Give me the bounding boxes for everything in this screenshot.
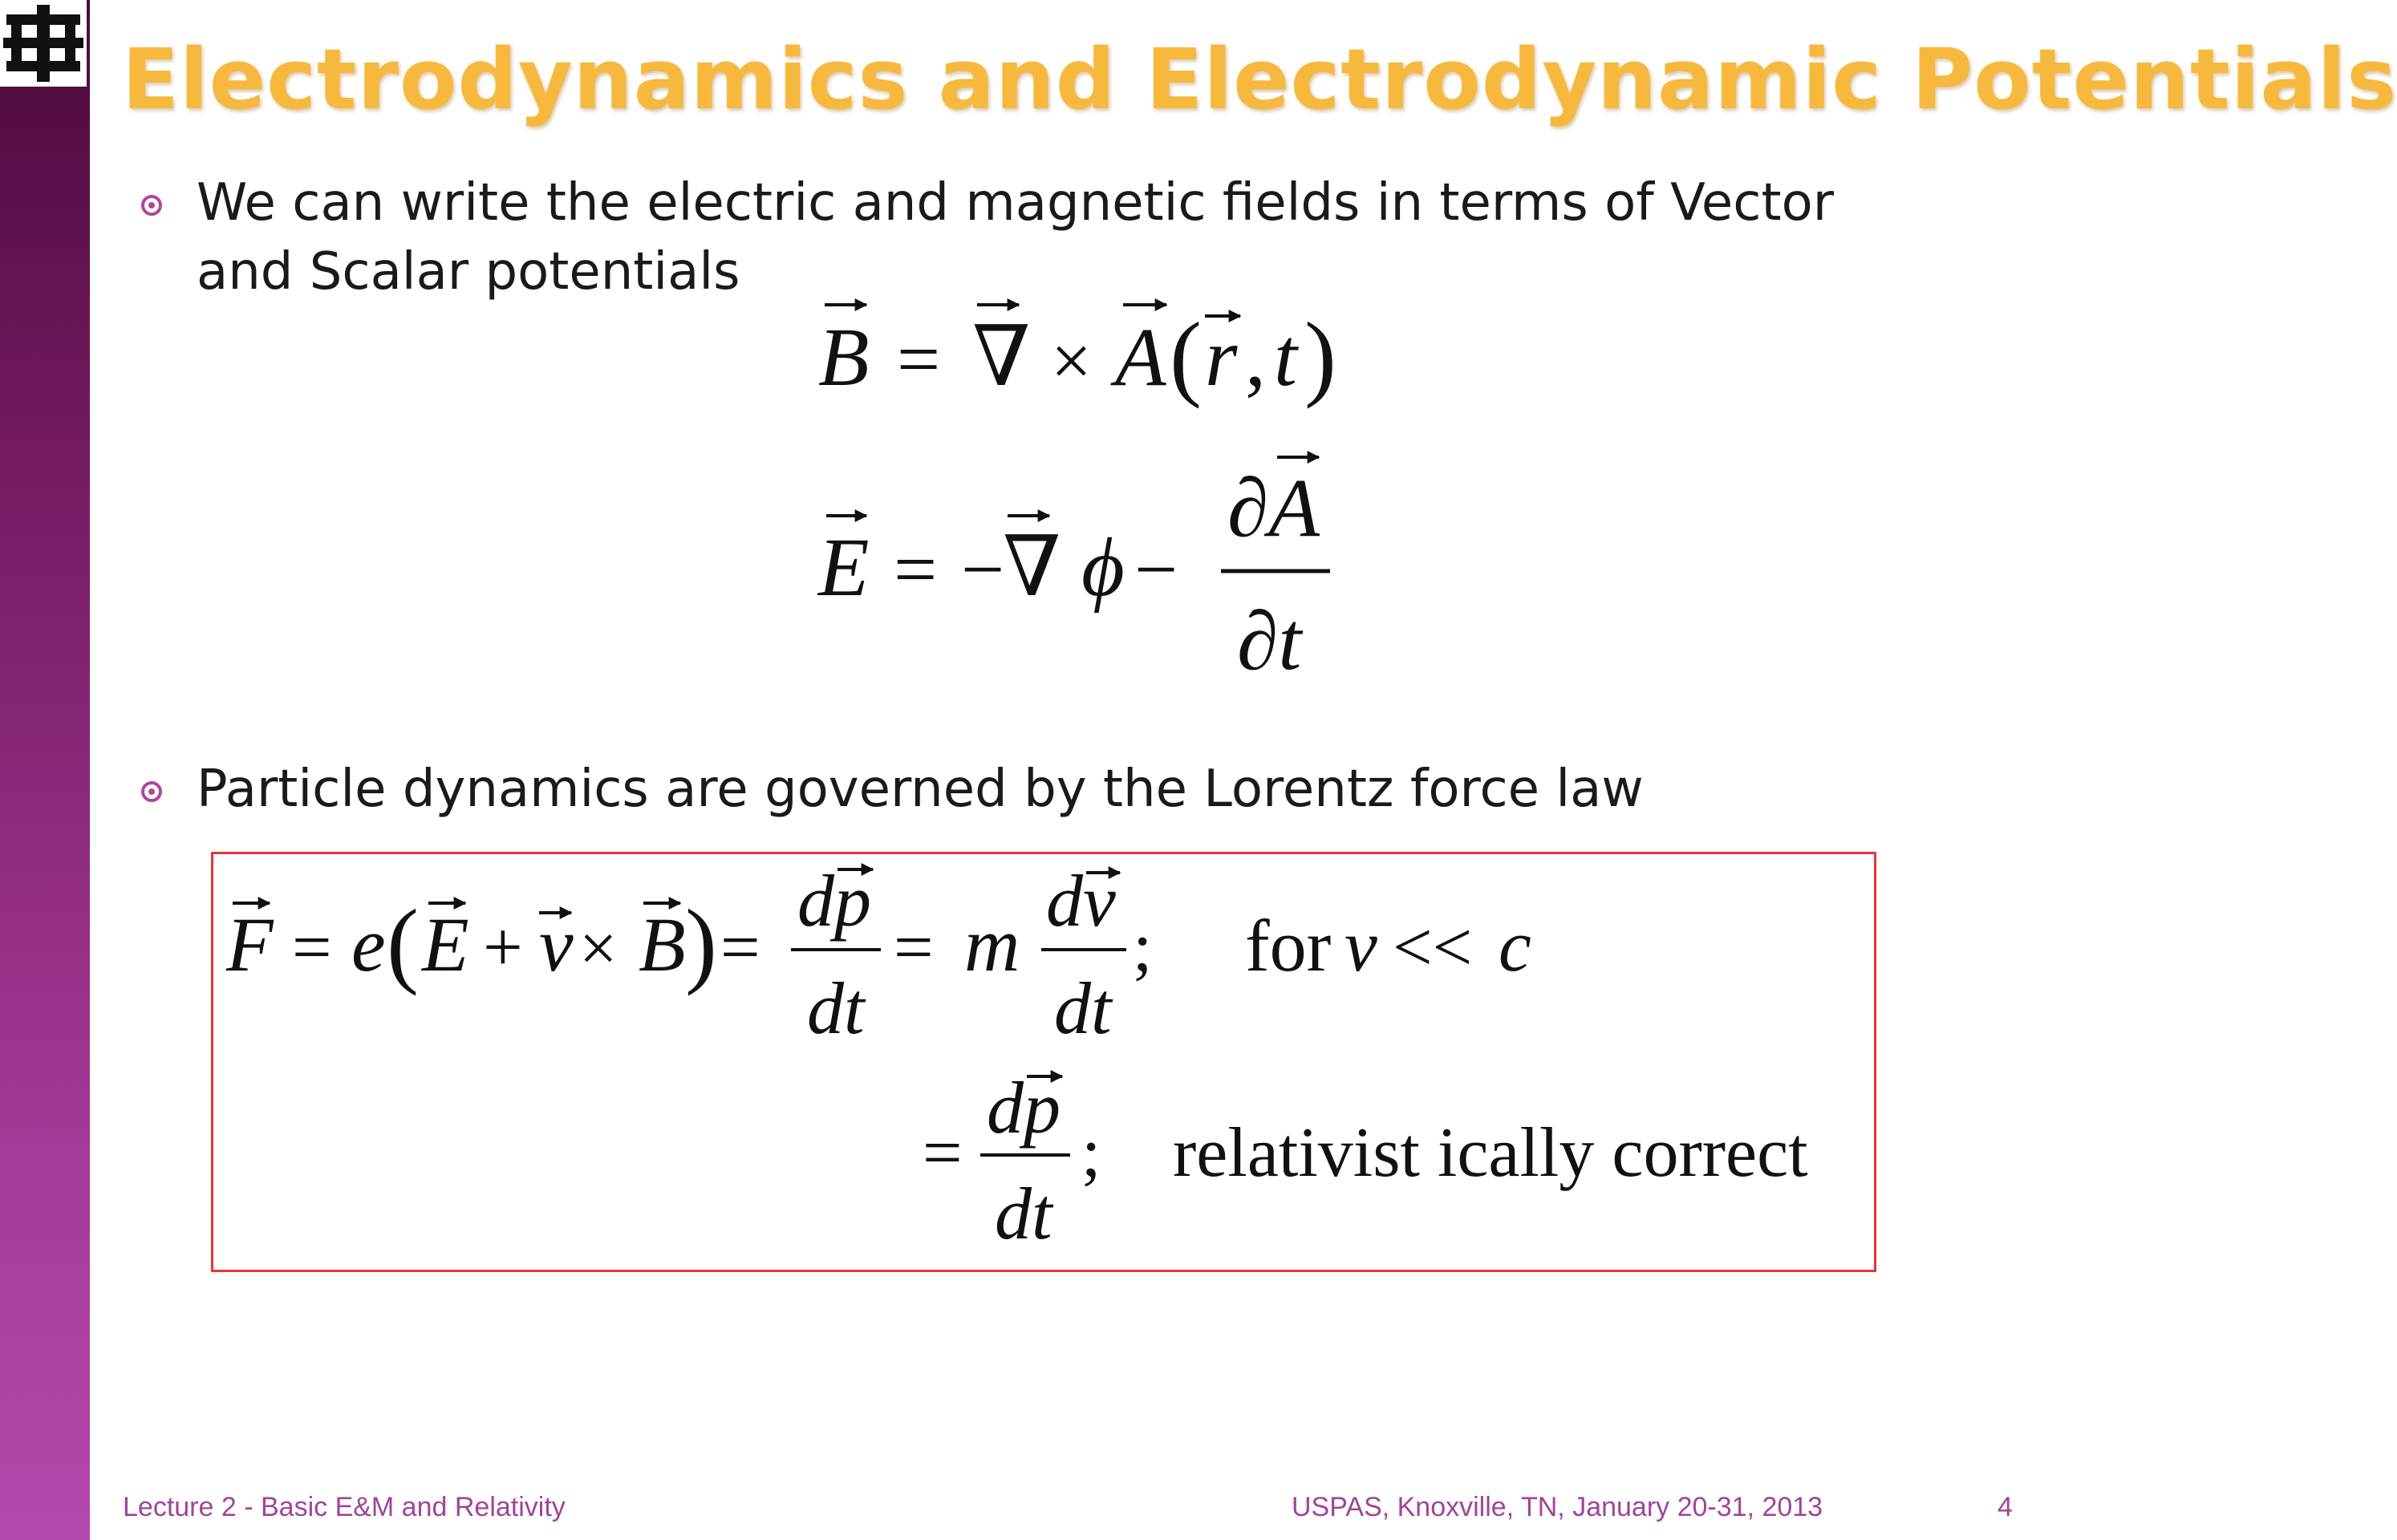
relativistically-correct-label: relativist ically correct xyxy=(1173,1114,1808,1192)
svg-text:m: m xyxy=(964,902,1020,987)
sidebar-band xyxy=(0,0,90,1540)
svg-text:e: e xyxy=(351,902,386,987)
electric-field-equation xyxy=(817,457,1330,687)
svg-text:∇: ∇ xyxy=(1003,521,1061,614)
svg-text:): ) xyxy=(1304,302,1336,409)
svg-text:=: = xyxy=(897,316,941,402)
svg-text:×: × xyxy=(579,911,618,986)
lorentz-force-equation xyxy=(215,855,1872,1269)
footer-lecture: Lecture 2 - Basic E&M and Relativity xyxy=(123,1492,566,1522)
svg-text:=: = xyxy=(894,909,934,987)
svg-text:F: F xyxy=(226,902,274,987)
svg-text:(: ( xyxy=(1170,302,1202,409)
svg-text:dt: dt xyxy=(995,1173,1052,1254)
svg-text:B: B xyxy=(639,902,686,987)
svg-text:dt: dt xyxy=(1054,967,1112,1049)
svg-text:t: t xyxy=(1274,311,1297,403)
svg-text:): ) xyxy=(685,890,717,996)
svg-text:∇: ∇ xyxy=(972,311,1031,403)
magnetic-field-equation xyxy=(818,302,1336,409)
svg-text:E: E xyxy=(818,521,870,614)
svg-text:dp: dp xyxy=(987,1067,1061,1149)
svg-text:−: − xyxy=(1134,526,1178,612)
footer-venue: USPAS, Knoxville, TN, January 20-31, 2013 xyxy=(1292,1492,1823,1522)
svg-text:=: = xyxy=(292,909,332,987)
svg-text:r: r xyxy=(1205,311,1238,403)
svg-text:(: ( xyxy=(387,890,419,996)
for-label: for xyxy=(1245,905,1332,987)
svg-text:B: B xyxy=(818,311,870,403)
svg-text:<<: << xyxy=(1393,909,1473,987)
svg-text:v: v xyxy=(539,902,574,987)
svg-text:c: c xyxy=(1499,905,1531,987)
svg-text:×: × xyxy=(1051,322,1092,401)
circle-bullet-icon xyxy=(141,781,162,802)
svg-text:;: ; xyxy=(1133,909,1153,987)
svg-text:∂A: ∂A xyxy=(1227,462,1320,554)
svg-text:dp: dp xyxy=(797,860,871,942)
svg-text:=: = xyxy=(894,526,938,612)
svg-text:=: = xyxy=(923,1114,963,1192)
slide-title: Electrodynamics and Electrodynamic Potentials xyxy=(122,30,2397,128)
svg-text:;: ; xyxy=(1081,1114,1101,1192)
svg-text:A: A xyxy=(1115,311,1166,403)
svg-text:dv: dv xyxy=(1046,860,1116,942)
bullet-lorentz: Particle dynamics are governed by the Lorentz force law xyxy=(197,760,1644,819)
svg-text:=: = xyxy=(720,909,760,987)
fermilab-logo-icon xyxy=(0,0,87,87)
svg-text:E: E xyxy=(422,902,469,987)
svg-text:,: , xyxy=(1245,311,1266,403)
svg-text:+: + xyxy=(483,909,523,987)
svg-text:ϕ: ϕ xyxy=(1081,521,1125,614)
bullet-potentials: We can write the electric and magnetic fields in terms of Vector and Scalar potentials xyxy=(197,173,1835,302)
circle-bullet-icon xyxy=(141,195,162,216)
svg-text:∂t: ∂t xyxy=(1237,595,1302,687)
svg-text:v: v xyxy=(1345,905,1377,987)
field-equations xyxy=(786,281,1380,687)
svg-text:dt: dt xyxy=(807,967,865,1049)
page-number: 4 xyxy=(1998,1492,2013,1522)
svg-text:−: − xyxy=(961,526,1005,612)
